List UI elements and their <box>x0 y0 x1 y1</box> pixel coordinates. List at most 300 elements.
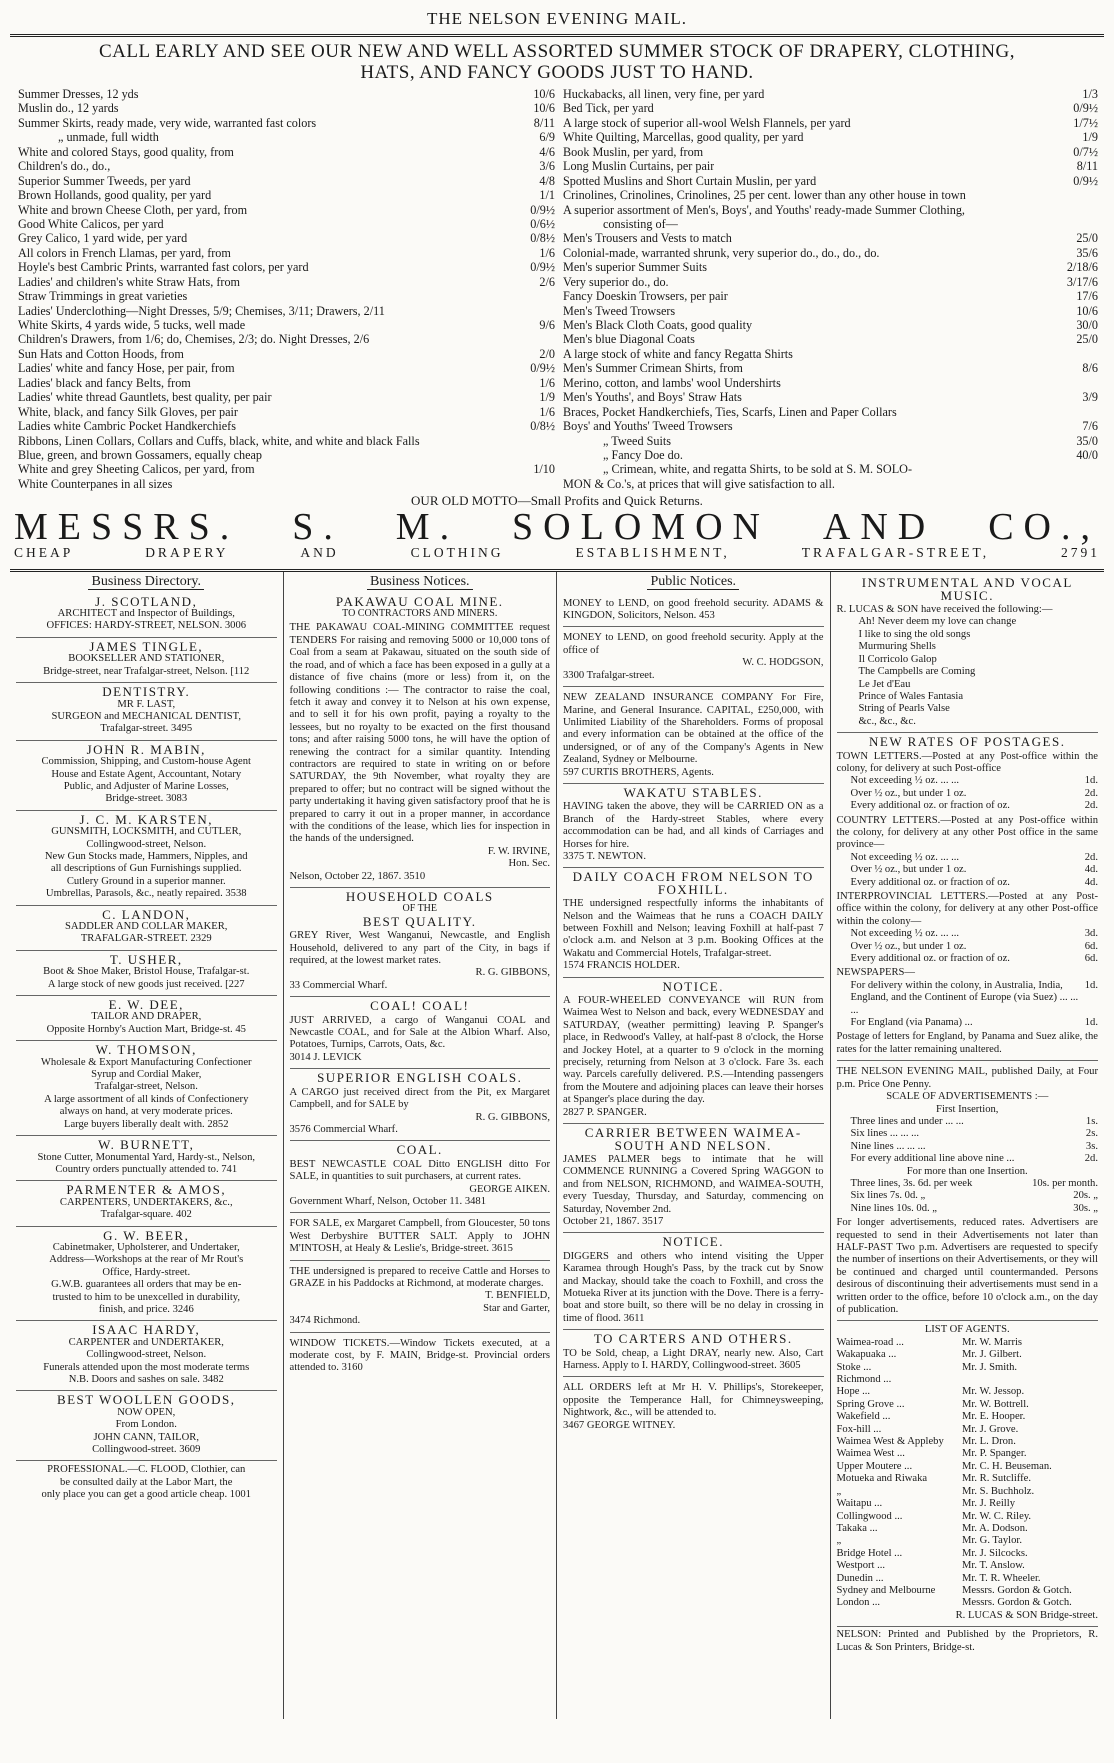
notice-body: A FOUR-WHEELED CONVEYANCE will RUN from Waimea West to Nelson and back, every WEDNESDAY and SATURDAY, (weather permitting) leaving P. Spanger's place, in Redwood's Valley, at half-past 8 o'clock, the Horse and Jockey Hotel, at a quarter to 9 o'clock in the morning precisely, returning from Nelson at 3 o'clock. Fare 3s. each way. Parcels carefully delivered. P.S.—Intending passengers from the Moutere and adjoining places can leave their horses at Spanger's place during the day. <box>563 995 824 1106</box>
rate-label: Three lines and under ... ... <box>850 1115 964 1127</box>
item-description: Spotted Muslins and Short Curtain Muslin, per yard <box>563 173 817 188</box>
item-price: 0/9½ <box>1073 173 1098 188</box>
agent-row <box>837 1461 1099 1473</box>
advertising-scale <box>837 1061 1099 1321</box>
item-price <box>1058 188 1098 202</box>
item-description: Ladies' white and fancy Hose, per pair, from <box>18 361 235 376</box>
agent-name: Mr. J. Gilbert. <box>962 1349 1022 1361</box>
item-description: Superior Summer Tweeds, per yard <box>18 173 191 188</box>
entry-line: GUNSMITH, LOCKSMITH, and CUTLER, <box>51 826 242 838</box>
item-price <box>1058 462 1098 476</box>
rate-value: 4d. <box>1084 876 1098 888</box>
item-description: Men's blue Diagonal Coats <box>563 332 695 347</box>
scale-first: First Insertion, <box>936 1103 999 1115</box>
agent-name <box>962 1374 1098 1386</box>
item-price: 0/6½ <box>530 216 555 231</box>
price-row <box>563 87 1098 101</box>
agent-row <box>837 1424 1099 1436</box>
entry-line: Umbrellas, Parasols, &c., neatly repaired. 3538 <box>45 888 247 900</box>
item-price: 8/11 <box>533 115 555 130</box>
item-price: 17/6 <box>1076 289 1098 304</box>
music-item: Murmuring Shells <box>858 641 936 653</box>
firm-word: AND <box>822 506 936 549</box>
entry-line: JOHN CANN, TAILOR, <box>93 1431 199 1443</box>
firm-sub-word: 2791 <box>1061 545 1100 561</box>
item-price: 1/9 <box>539 390 555 405</box>
agent-place: Richmond ... <box>836 1374 892 1386</box>
item-description: Ladies' Underclothing—Night Dresses, 5/9; Chemises, 3/11; Drawers, 2/11 <box>18 303 385 318</box>
item-description: White, black, and fancy Silk Gloves, per pair <box>18 404 238 419</box>
rate-value: 1s. <box>1085 1115 1098 1127</box>
item-description: Children's Drawers, from 1/6; do, Chemises, 2/3; do. Night Dresses, 2/6 <box>18 332 370 347</box>
agent-place: Waimea West ... <box>836 1448 905 1460</box>
item-price <box>1058 347 1098 361</box>
column-heading: Business Directory. <box>16 576 277 588</box>
notice <box>290 593 551 888</box>
item-description: Sun Hats and Cotton Hoods, from <box>18 346 184 361</box>
rate-value: 2d. <box>1084 800 1098 812</box>
agent-name: Messrs. Gordon & Gotch. <box>962 1597 1072 1609</box>
agent-name: Mr. G. Taylor. <box>962 1535 1022 1547</box>
imprint: NELSON: Printed and Published by the Proprietors, R. Lucas & Son Printers, Bridge-st. <box>836 1629 1098 1653</box>
entry-line: N.B. Doors and sashes on sale. 3482 <box>68 1374 224 1385</box>
price-row <box>18 434 555 448</box>
notice-body: JAMES PALMER begs to intimate that he will COMMENCE RUNNING a Covered Spring WAGGON to and from NELSON, RICHMOND, and WAIMEA-SOUTH, every Tuesday, Thursday, and Saturday, commencing on Saturday, November 2nd. <box>563 1153 824 1215</box>
rate-value: 2d. <box>1084 787 1098 799</box>
notice-signature: Star and Garter, <box>483 1302 550 1314</box>
notice-subtitle: OF THE <box>402 903 438 915</box>
notice <box>563 1377 824 1436</box>
notice-body: JUST ARRIVED, a cargo of Wanganui COAL and Newcastle COAL, and for Sale at the Albion Wharf. Also, Potatoes, Turnips, Carrots, Oats, &c. <box>289 1014 550 1051</box>
agent-place: „ <box>836 1535 842 1547</box>
agent-row <box>837 1374 1099 1386</box>
price-row <box>18 101 555 115</box>
item-price: 3/6 <box>539 159 555 174</box>
agent-row <box>837 1473 1099 1485</box>
music-item: Le Jet d'Eau <box>858 678 911 690</box>
item-description: Children's do., do., <box>18 159 111 174</box>
agent-row <box>837 1436 1099 1448</box>
item-price <box>515 434 555 448</box>
item-price: 2/6 <box>539 274 555 289</box>
notice <box>563 1124 824 1233</box>
agent-place: Wakapuaka ... <box>836 1349 897 1361</box>
ad-rate <box>837 1116 1099 1128</box>
price-row <box>563 448 1098 462</box>
agents-sign: R. LUCAS & SON Bridge-street. <box>955 1609 1098 1621</box>
item-description: Ribbons, Linen Collars, Collars and Cuffs, black, white, and white and black Falls <box>18 433 420 448</box>
item-description: White Quilting, Marcellas, good quality, per yard <box>563 130 804 145</box>
notice-body: MONEY to LEND, on good freehold security. ADAMS & KINGDON, Solicitors, Nelson. 453 <box>563 597 824 622</box>
notice-body: THE PAKAWAU COAL-MINING COMMITTEE request TENDERS For raising and removing 5000 or 10,000 tons of Coal from a seam at Pakawau, situated on the south side of the road, and of which a face has been exposed in a gully at a distance of five chains (more or less) from it, on the following conditions :— The contractor to raise the coal, fetch it away and convey it to Nelson at his own expense, and to sell it for his own profit, paying a royalty to the lessees, but no royalty to be exacted on the first thousand tons; and after raising 5000 tons, he will have the option of renewing the contract for a similar quantity. Intending contractors are required to state in writing on or before SATURDAY, the 9th November, what royalty they are prepared to offer; but no contract will be signed without the party undertaking it having given satisfactory proof that he is prepared to carry it out in a proper manner, in accordance with the conditions of the lease, which lies for inspection in the hands of the undersigned. <box>289 622 550 845</box>
firm-sub-word: AND <box>300 545 339 561</box>
price-list-right <box>557 87 1104 491</box>
entry-line: A large assortment of all kinds of Confectionery <box>44 1093 249 1105</box>
item-description: Very superior do., do. <box>563 274 669 289</box>
item-price: 0/8½ <box>530 231 555 246</box>
item-price: 0/9½ <box>1073 101 1098 116</box>
rate-value: 6d. <box>1084 953 1098 965</box>
item-description: Grey Calico, 1 yard wide, per yard <box>18 231 188 246</box>
notice-footer: 3474 Richmond. <box>289 1315 361 1327</box>
notice-title: PAKAWAU COAL MINE. <box>335 593 504 609</box>
item-description: White and colored Stays, good quality, from <box>18 144 234 159</box>
item-description: White Skirts, 4 yards wide, 5 tucks, well made <box>18 318 246 332</box>
item-price: 9/6 <box>539 318 555 332</box>
item-price <box>515 304 555 318</box>
rate-label: Six lines 7s. 0d. „ <box>850 1190 926 1202</box>
notice-body: NEW ZEALAND INSURANCE COMPANY For Fire, Marine, and General Insurance. CAPITAL, £250,000, with Unlimited Liability of the Shareholders. Forms of proposal and every information can be obtained at the office of the undersigned, or of any of the Company's Agents in New Zealand, Sydney or Melbourne. <box>563 692 824 766</box>
price-row <box>563 434 1098 448</box>
item-description: Fancy Doeskin Trowsers, per pair <box>563 289 728 304</box>
agent-row <box>837 1573 1099 1585</box>
item-description: White Counterpanes in all sizes <box>18 476 173 491</box>
item-price: 3/9 <box>1082 390 1098 405</box>
price-row <box>563 318 1098 332</box>
item-description: A large stock of white and fancy Regatta Shirts <box>563 346 793 361</box>
entry-line: Bridge-street. 3083 <box>105 793 188 805</box>
rate-label: Over ½ oz., but under 1 oz. <box>850 864 967 876</box>
business-notices-column <box>284 572 558 1719</box>
agent-row <box>837 1386 1099 1398</box>
item-price: 1/10 <box>533 462 555 477</box>
item-price <box>515 477 555 491</box>
item-description: Brown Hollands, good quality, per yard <box>18 188 212 203</box>
notice <box>290 1333 551 1379</box>
agent-name: Mr. W. Bottrell. <box>962 1398 1029 1410</box>
entry-line: Address—Workshops at the rear of Mr Rout's <box>49 1254 244 1266</box>
rate-label: Over ½ oz., but under 1 oz. <box>850 787 967 799</box>
postage-rate <box>837 953 1099 965</box>
entry-line: Funerals attended upon the most moderate terms <box>43 1361 250 1373</box>
notice-footer: 33 Commercial Wharf. <box>289 979 388 991</box>
agent-name: Mr. S. Buchholz. <box>962 1485 1035 1497</box>
price-row <box>18 318 555 332</box>
price-row <box>18 477 555 491</box>
entry-title: W. BURNETT, <box>98 1137 195 1153</box>
entry-line: BOOKSELLER AND STATIONER, <box>68 653 225 665</box>
directory-entry <box>16 1227 277 1322</box>
item-description: Bed Tick, per yard <box>563 101 654 116</box>
agents-title: LIST OF AGENTS. <box>924 1324 1010 1336</box>
price-row <box>563 246 1098 260</box>
price-row <box>18 405 555 419</box>
item-price: 1/6 <box>539 375 555 390</box>
newspaper-page <box>10 6 1104 1756</box>
item-description: Ladies' and children's white Straw Hats, from <box>18 274 241 289</box>
directory-entry <box>16 683 277 741</box>
rate-value: 4d. <box>1084 864 1098 876</box>
firm-word: SOLOMON <box>512 506 770 549</box>
rate-label: For every additional line above nine ... <box>850 1153 1015 1165</box>
agent-name: Mr. P. Spanger. <box>962 1448 1027 1460</box>
item-description: Ladies' white thread Gauntlets, best quality, per pair <box>18 390 272 405</box>
rate-value: 2d. <box>1084 1153 1098 1165</box>
entry-line: Commission, Shipping, and Custom-house Agent <box>41 756 252 768</box>
item-price: 7/6 <box>1082 419 1098 434</box>
item-price <box>515 289 555 303</box>
item-price: 0/9½ <box>530 361 555 376</box>
price-row <box>563 101 1098 115</box>
entry-line: ARCHITECT and Inspector of Buildings, <box>57 608 235 620</box>
agent-place: Dunedin ... <box>836 1572 884 1584</box>
directory-entry <box>16 1461 277 1505</box>
item-price: 1/7½ <box>1073 115 1098 130</box>
notice <box>290 1213 551 1260</box>
notice-body: TO be Sold, cheap, a Light DRAY, nearly new. Also, Cart Harness. Apply to I. HARDY, Collingwood-street. 3605 <box>563 1347 824 1371</box>
music-postage-column <box>831 572 1105 1719</box>
notice-body: A CARGO just received direct from the Pit, ex Margaret Campbell, and for SALE by <box>289 1086 550 1111</box>
rate-label: Every additional oz. or fraction of oz. <box>850 800 1010 812</box>
agent-row <box>837 1560 1099 1572</box>
rate-value: 1d. <box>1084 1017 1098 1029</box>
postage-rate <box>837 800 1099 812</box>
rate-label: Nine lines 10s. 0d. „ <box>850 1202 938 1214</box>
entry-line: Wholesale & Export Manufacturing Confectioner <box>40 1056 252 1068</box>
agent-name: Mr. J. Smith. <box>962 1361 1018 1373</box>
entry-line: PROFESSIONAL.—C. FLOOD, Clothier, can <box>47 1464 246 1476</box>
price-row <box>563 275 1098 289</box>
price-row <box>563 174 1098 188</box>
item-description: A large stock of superior all-wool Welsh Flannels, per yard <box>563 115 851 130</box>
price-row <box>18 260 555 274</box>
item-description: Ladies' black and fancy Belts, from <box>18 375 191 390</box>
scale-title: SCALE OF ADVERTISEMENTS :— <box>886 1091 1049 1103</box>
notice-footer: 3467 GEORGE WITNEY. <box>563 1419 676 1431</box>
price-row <box>563 217 1098 231</box>
price-row <box>563 376 1098 390</box>
rate-value: 3s. <box>1085 1140 1098 1152</box>
item-price: 1/1 <box>539 188 555 203</box>
notice-title: DAILY COACH FROM NELSON TO FOXHILL. <box>572 869 814 897</box>
agent-name: Mr. W. Marris <box>962 1336 1023 1348</box>
agent-place: Hope ... <box>836 1386 871 1398</box>
item-price: 4/8 <box>539 173 555 188</box>
notice-signature: R. G. GIBBONS, <box>475 1111 550 1123</box>
price-row <box>18 361 555 375</box>
price-row <box>563 260 1098 274</box>
notice <box>563 868 824 977</box>
entry-line: Collingwood-street, Nelson. <box>86 1349 207 1361</box>
agent-place: „ <box>836 1485 842 1497</box>
item-description: Long Muslin Curtains, per pair <box>563 159 715 174</box>
agent-row <box>837 1486 1099 1498</box>
agent-place: Waimea West & Appleby <box>836 1436 944 1448</box>
price-row <box>563 361 1098 375</box>
rate-value: 2d. <box>1084 851 1098 863</box>
item-price: 40/0 <box>1076 447 1098 462</box>
agent-row <box>837 1597 1099 1609</box>
entry-line: Collingwood-street. 3609 <box>92 1444 201 1456</box>
entry-title: G. W. BEER, <box>103 1227 190 1243</box>
item-price: 1/9 <box>1082 130 1098 145</box>
entry-title: JOHN R. MABIN, <box>86 741 206 757</box>
entry-line: Trafalgar-street. 3495 <box>100 723 193 735</box>
agent-name: Mr. J. Reilly <box>962 1498 1015 1510</box>
notice <box>290 888 551 997</box>
price-row <box>18 130 555 144</box>
directory-entry <box>16 1136 277 1181</box>
notice-title: SUPERIOR ENGLISH COALS. <box>317 1070 523 1086</box>
notice-body: HAVING taken the above, they will be CARRIED ON as a Branch of the Hardy-street Stables, where every accommodation can be had, and all kinds of Carriages and Horses for hire. <box>563 801 824 850</box>
masthead-rule <box>10 34 1104 37</box>
agent-row <box>837 1498 1099 1510</box>
postage-rates <box>837 733 1099 1061</box>
rate-value: 30s. „ <box>1073 1202 1098 1214</box>
item-description: Braces, Pocket Handkerchiefs, Ties, Scarfs, Linen and Paper Collars <box>563 404 897 419</box>
item-description: Blue, green, and brown Gossamers, equally cheap <box>18 447 263 462</box>
agent-row <box>837 1548 1099 1560</box>
item-price <box>1058 376 1098 390</box>
postage-category: NEWSPAPERS— <box>836 967 915 979</box>
motto: OUR OLD MOTTO—Small Profits and Quick Returns. <box>411 493 703 509</box>
entry-line: A large stock of new goods just received. [227 <box>47 978 245 990</box>
notice-footer: 3375 T. NEWTON. <box>563 850 646 862</box>
entry-line: Cutlery Ground in a superior manner. <box>66 875 226 887</box>
postage-rate <box>837 852 1099 864</box>
notice-title: COAL. <box>396 1142 443 1158</box>
item-price: 6/9 <box>539 130 555 145</box>
firm-sub-word: TRAFALGAR-STREET, <box>801 545 990 561</box>
item-description: Men's Youths', and Boys' Straw Hats <box>563 390 742 405</box>
item-price: 10/6 <box>533 87 555 101</box>
agent-place: Sydney and Melbourne <box>836 1584 936 1596</box>
music-item: The Campbells are Coming <box>858 666 976 678</box>
notice <box>563 687 824 784</box>
notice-signature: Hon. Sec. <box>508 858 550 870</box>
rate-value: 1d. <box>1084 979 1098 991</box>
item-description: Book Muslin, per yard, from <box>563 144 704 159</box>
entry-title: PARMENTER & AMOS, <box>66 1182 227 1198</box>
directory-entry <box>16 811 277 906</box>
notice <box>290 997 551 1069</box>
postage-rate <box>837 788 1099 800</box>
rate-label: Six lines ... ... ... <box>850 1128 920 1140</box>
item-price <box>1058 405 1098 419</box>
item-price: 1/6 <box>539 404 555 419</box>
entry-line: TAILOR AND DRAPER, <box>91 1011 202 1023</box>
price-row <box>18 390 555 404</box>
price-row <box>563 304 1098 318</box>
item-price: 35/6 <box>1076 245 1098 260</box>
entry-line: G.W.B. guarantees all orders that may be en- <box>51 1279 242 1291</box>
directory-entry <box>16 906 277 951</box>
entry-line: Stone Cutter, Monumental Yard, Hardy-st., Nelson, <box>37 1151 256 1163</box>
item-description: „ Tweed Suits <box>603 433 671 448</box>
postage-rate <box>837 864 1099 876</box>
entry-line: Collingwood-street, Nelson. <box>86 838 207 850</box>
price-row <box>563 130 1098 144</box>
agent-place: Waimea-road ... <box>836 1336 904 1348</box>
item-description: Men's Black Cloth Coats, good quality <box>563 318 753 332</box>
notice-signature: R. G. GIBBONS, <box>475 967 550 979</box>
item-price: 0/9½ <box>530 202 555 217</box>
price-row <box>18 332 555 346</box>
masthead: THE NELSON EVENING MAIL. <box>426 9 688 28</box>
price-row <box>563 116 1098 130</box>
item-description: Men's Tweed Trowsers <box>563 303 676 318</box>
item-description: Crinolines, Crinolines, Crinolines, 25 per cent. lower than any other house in town <box>563 188 966 203</box>
item-price: 10/6 <box>1076 303 1098 318</box>
ad-rate <box>837 1153 1099 1165</box>
agent-row <box>837 1399 1099 1411</box>
notice-body: FOR SALE, ex Margaret Campbell, from Gloucester, 50 tons West Derbyshire BUTTER SALT. Apply to JOHN M'INTOSH, at Healy & Leslie's, Bridge-street. 3615 <box>289 1218 550 1255</box>
agent-row <box>837 1337 1099 1349</box>
item-price: 2/0 <box>539 346 555 361</box>
rate-value: 10s. per month. <box>1032 1177 1098 1189</box>
price-row <box>18 188 555 202</box>
firm-word: CO., <box>988 506 1100 549</box>
entry-title: JAMES TINGLE, <box>89 638 204 654</box>
notice-title: WAKATU STABLES. <box>623 784 763 800</box>
price-row <box>563 405 1098 419</box>
firm-sub-word: ESTABLISHMENT, <box>575 545 730 561</box>
drapery-price-list <box>10 87 1104 491</box>
agent-row <box>837 1523 1099 1535</box>
ad-rate <box>837 1190 1099 1202</box>
mail-intro: THE NELSON EVENING MAIL, published Daily, at Four p.m. Price One Penny. <box>836 1066 1098 1090</box>
firm-word: MESSRS. <box>14 506 240 549</box>
notice-title: HOUSEHOLD COALS <box>345 889 494 904</box>
directory-entry <box>16 741 277 811</box>
item-description: „ Crimean, white, and regatta Shirts, to be sold at S. M. SOLO- <box>603 462 913 477</box>
item-description: Men's superior Summer Suits <box>563 260 708 275</box>
item-price: 10/6 <box>533 101 555 116</box>
item-description: Muslin do., 12 yards <box>18 101 119 116</box>
postage-rate <box>837 775 1099 787</box>
rate-label: Not exceeding ½ oz. ... ... <box>850 851 960 863</box>
item-price: 2/18/6 <box>1066 260 1098 275</box>
item-description: All colors in French Llamas, per yard, from <box>18 245 231 260</box>
directory-entry <box>16 638 277 683</box>
music-item: &c., &c., &c. <box>858 715 916 727</box>
rate-label: Nine lines ... ... ... <box>850 1140 926 1152</box>
rate-value: 2s. <box>1085 1128 1098 1140</box>
column-heading: Business Notices. <box>290 576 551 588</box>
price-row <box>18 246 555 260</box>
price-row <box>563 289 1098 303</box>
item-price: 4/6 <box>539 144 555 159</box>
item-price <box>1058 217 1098 231</box>
music-item: Prince of Wales Fantasia <box>858 690 964 702</box>
notice-title: NOTICE. <box>662 978 724 994</box>
entry-line: From London. <box>115 1419 177 1431</box>
agent-row <box>837 1411 1099 1423</box>
notice-body: THE undersigned respectfully informs the inhabitants of Nelson and the Waimeas that he runs a COACH DAILY between Foxhill and Nelson; leaving Foxhill at half-past 7 o'clock a.m. and Nelson at 3 p.m. Booking Offices at the Wakatu and Commercial Hotels, Trafalgar-street. <box>563 898 824 959</box>
price-row <box>18 289 555 303</box>
price-row <box>18 376 555 390</box>
directory-entry <box>16 1391 277 1461</box>
postage-footer: Postage of letters for England, by Panama and Suez alike, the rates for the latter remaining unaltered. <box>836 1031 1098 1055</box>
notice-signature: W. C. HODGSON, <box>742 657 824 669</box>
music-item: String of Pearls Valse <box>858 703 950 715</box>
item-price: 0/7½ <box>1073 144 1098 159</box>
music-title: INSTRUMENTAL AND VOCAL MUSIC. <box>861 575 1073 603</box>
directory-entry <box>16 951 277 996</box>
item-description: „ unmade, full width <box>58 130 159 145</box>
agent-place: Stoke ... <box>836 1361 872 1373</box>
agent-name: Mr. T. Anslow. <box>962 1560 1025 1572</box>
notice-title: COAL! COAL! <box>370 998 470 1014</box>
music-intro: R. LUCAS & SON have received the following:— <box>836 604 1053 616</box>
item-description: Good White Calicos, per yard <box>18 216 164 231</box>
entry-line: Opposite Hornby's Auction Mart, Bridge-st. 45 <box>46 1023 246 1035</box>
directory-entry <box>16 1321 277 1391</box>
entry-line: CARPENTERS, UNDERTAKERS, &c., <box>59 1196 233 1208</box>
item-price: 0/8½ <box>530 419 555 434</box>
agent-row <box>837 1362 1099 1374</box>
rate-label: Three lines, 3s. 6d. per week <box>850 1177 973 1189</box>
